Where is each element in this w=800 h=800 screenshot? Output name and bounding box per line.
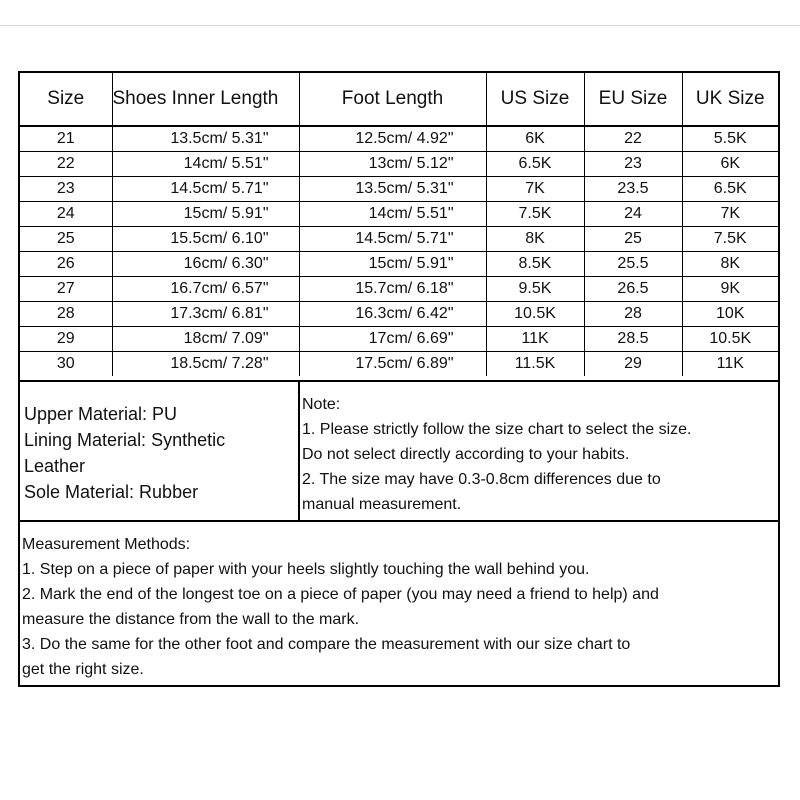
cell-foot-length: 16.3cm/ 6.42" <box>299 302 486 327</box>
cell-shoes-inner-length: 14.5cm/ 5.71" <box>112 177 299 202</box>
cell-eu-size: 23.5 <box>584 177 682 202</box>
cell-size: 21 <box>20 126 112 152</box>
table-row <box>20 152 778 177</box>
cell-shoes-inner-length: 18.5cm/ 7.28" <box>112 352 299 377</box>
table-body <box>20 126 778 376</box>
size-chart <box>18 71 780 687</box>
sole-material: Sole Material: Rubber <box>24 482 199 502</box>
cell-uk-size: 10K <box>682 302 778 327</box>
cell-foot-length: 14cm/ 5.51" <box>299 202 486 227</box>
cell-us-size: 9.5K <box>486 277 584 302</box>
table-row <box>20 252 778 277</box>
cell-eu-size: 26.5 <box>584 277 682 302</box>
cell-us-size: 11.5K <box>486 352 584 377</box>
cell-us-size: 8K <box>486 227 584 252</box>
cell-size: 30 <box>20 352 112 377</box>
cell-us-size: 11K <box>486 327 584 352</box>
header-size: Size <box>20 73 112 126</box>
cell-eu-size: 23 <box>584 152 682 177</box>
cell-shoes-inner-length: 15cm/ 5.91" <box>112 202 299 227</box>
cell-size: 27 <box>20 277 112 302</box>
lining-material: Lining Material: Synthetic <box>24 430 226 450</box>
cell-foot-length: 15cm/ 5.91" <box>299 252 486 277</box>
table-header-row <box>20 73 778 126</box>
materials-box <box>20 382 300 520</box>
cell-size: 26 <box>20 252 112 277</box>
header-foot-length: Foot Length <box>299 73 486 126</box>
table-row <box>20 327 778 352</box>
top-divider <box>0 25 800 26</box>
lining-material-cont: Leather <box>24 456 86 476</box>
cell-shoes-inner-length: 16cm/ 6.30" <box>112 252 299 277</box>
cell-us-size: 7K <box>486 177 584 202</box>
note-line: Do not select directly according to your habits. <box>302 446 630 463</box>
table-row <box>20 277 778 302</box>
cell-eu-size: 28 <box>584 302 682 327</box>
materials-list <box>24 401 225 505</box>
cell-eu-size: 25.5 <box>584 252 682 277</box>
cell-us-size: 6.5K <box>486 152 584 177</box>
cell-foot-length: 13cm/ 5.12" <box>299 152 486 177</box>
cell-foot-length: 14.5cm/ 5.71" <box>299 227 486 252</box>
cell-uk-size: 8K <box>682 252 778 277</box>
header-uk-size: UK Size <box>682 73 778 126</box>
cell-foot-length: 17.5cm/ 6.89" <box>299 352 486 377</box>
cell-size: 23 <box>20 177 112 202</box>
cell-uk-size: 9K <box>682 277 778 302</box>
cell-uk-size: 5.5K <box>682 126 778 152</box>
cell-us-size: 7.5K <box>486 202 584 227</box>
cell-uk-size: 11K <box>682 352 778 377</box>
size-table <box>20 73 778 376</box>
cell-eu-size: 29 <box>584 352 682 377</box>
table-row <box>20 202 778 227</box>
note-line: manual measurement. <box>302 496 462 513</box>
cell-shoes-inner-length: 13.5cm/ 5.31" <box>112 126 299 152</box>
table-row <box>20 177 778 202</box>
method-line: 1. Step on a piece of paper with your heels slightly touching the wall behind you. <box>22 561 590 578</box>
cell-size: 24 <box>20 202 112 227</box>
cell-size: 22 <box>20 152 112 177</box>
cell-us-size: 6K <box>486 126 584 152</box>
header-eu-size: EU Size <box>584 73 682 126</box>
cell-shoes-inner-length: 16.7cm/ 6.57" <box>112 277 299 302</box>
note-line: 1. Please strictly follow the size chart to select the size. <box>302 421 692 438</box>
cell-size: 29 <box>20 327 112 352</box>
cell-eu-size: 28.5 <box>584 327 682 352</box>
methods-title: Measurement Methods: <box>22 536 191 553</box>
cell-us-size: 10.5K <box>486 302 584 327</box>
method-line: get the right size. <box>22 661 144 678</box>
cell-foot-length: 17cm/ 6.69" <box>299 327 486 352</box>
note-line: 2. The size may have 0.3-0.8cm differences due to <box>302 471 661 488</box>
method-line: 2. Mark the end of the longest toe on a piece of paper (you may need a friend to help) and <box>22 586 659 603</box>
cell-foot-length: 13.5cm/ 5.31" <box>299 177 486 202</box>
upper-material: Upper Material: PU <box>24 404 178 424</box>
cell-uk-size: 7.5K <box>682 227 778 252</box>
cell-uk-size: 10.5K <box>682 327 778 352</box>
cell-uk-size: 7K <box>682 202 778 227</box>
measurement-methods <box>20 522 778 685</box>
cell-eu-size: 25 <box>584 227 682 252</box>
notes-box <box>300 382 778 520</box>
table-row <box>20 227 778 252</box>
header-us-size: US Size <box>486 73 584 126</box>
cell-shoes-inner-length: 17.3cm/ 6.81" <box>112 302 299 327</box>
method-line: measure the distance from the wall to the mark. <box>22 611 360 628</box>
info-section <box>20 380 778 522</box>
cell-foot-length: 15.7cm/ 6.18" <box>299 277 486 302</box>
cell-shoes-inner-length: 18cm/ 7.09" <box>112 327 299 352</box>
cell-shoes-inner-length: 15.5cm/ 6.10" <box>112 227 299 252</box>
cell-foot-length: 12.5cm/ 4.92" <box>299 126 486 152</box>
cell-eu-size: 24 <box>584 202 682 227</box>
table-row <box>20 352 778 377</box>
table-row <box>20 302 778 327</box>
cell-eu-size: 22 <box>584 126 682 152</box>
note-title: Note: <box>302 396 341 413</box>
cell-uk-size: 6.5K <box>682 177 778 202</box>
method-line: 3. Do the same for the other foot and compare the measurement with our size chart to <box>22 636 631 653</box>
header-shoes-inner-length: Shoes Inner Length <box>112 73 299 126</box>
cell-uk-size: 6K <box>682 152 778 177</box>
cell-size: 28 <box>20 302 112 327</box>
cell-us-size: 8.5K <box>486 252 584 277</box>
table-row <box>20 126 778 152</box>
cell-size: 25 <box>20 227 112 252</box>
cell-shoes-inner-length: 14cm/ 5.51" <box>112 152 299 177</box>
